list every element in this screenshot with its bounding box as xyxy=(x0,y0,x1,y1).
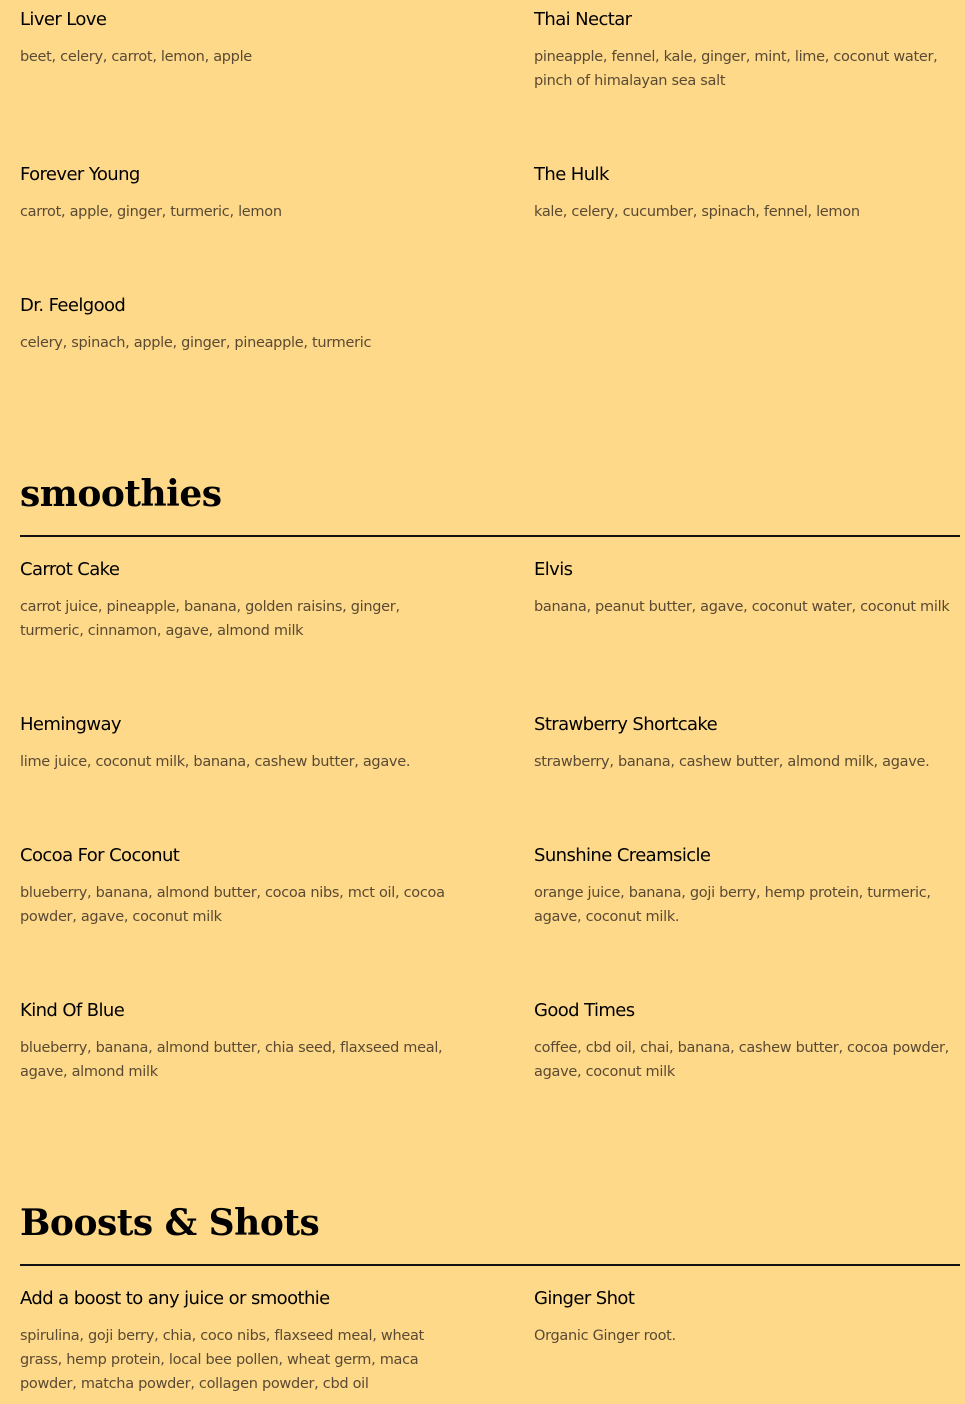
menu-item xyxy=(20,559,445,643)
item-name: Liver Love xyxy=(20,9,107,30)
menu-item xyxy=(534,714,965,774)
item-name: Carrot Cake xyxy=(20,559,120,580)
item-name: Dr. Feelgood xyxy=(20,295,126,316)
item-ingredients: banana, peanut butter, agave, coconut water, coconut milk xyxy=(534,599,950,615)
item-name: Kind Of Blue xyxy=(20,1000,125,1021)
menu-item xyxy=(534,1000,965,1084)
menu-item xyxy=(20,1288,445,1396)
section-title-boosts-shots: Boosts & Shots xyxy=(20,1202,320,1244)
menu-item xyxy=(20,1000,445,1084)
item-ingredients: orange juice, banana, goji berry, hemp protein, turmeric, agave, coconut milk. xyxy=(534,885,931,925)
menu-item xyxy=(20,9,445,69)
item-ingredients: lime juice, coconut milk, banana, cashew butter, agave. xyxy=(20,754,411,770)
item-ingredients: blueberry, banana, almond butter, cocoa nibs, mct oil, cocoa powder, agave, coconut milk xyxy=(20,885,445,925)
menu-item xyxy=(534,559,965,619)
menu-item xyxy=(20,295,445,355)
item-ingredients: beet, celery, carrot, lemon, apple xyxy=(20,49,252,65)
item-ingredients: Organic Ginger root. xyxy=(534,1328,676,1344)
menu-item xyxy=(20,714,445,774)
item-name: Add a boost to any juice or smoothie xyxy=(20,1288,330,1309)
item-name: Strawberry Shortcake xyxy=(534,714,718,735)
item-ingredients: kale, celery, cucumber, spinach, fennel, lemon xyxy=(534,204,860,220)
item-name: Elvis xyxy=(534,559,573,580)
section-divider xyxy=(20,535,960,537)
item-ingredients: blueberry, banana, almond butter, chia seed, flaxseed meal, agave, almond milk xyxy=(20,1040,443,1080)
section-title-smoothies: smoothies xyxy=(20,473,222,515)
menu-item xyxy=(534,1288,965,1348)
section-divider xyxy=(20,1264,960,1266)
item-name: The Hulk xyxy=(534,164,609,185)
item-name: Sunshine Creamsicle xyxy=(534,845,711,866)
item-ingredients: strawberry, banana, cashew butter, almond milk, agave. xyxy=(534,754,930,770)
menu-item xyxy=(534,9,965,93)
item-ingredients: coffee, cbd oil, chai, banana, cashew butter, cocoa powder, agave, coconut milk xyxy=(534,1040,949,1080)
item-name: Ginger Shot xyxy=(534,1288,635,1309)
item-ingredients: carrot, apple, ginger, turmeric, lemon xyxy=(20,204,282,220)
menu-item xyxy=(20,164,445,224)
menu-item xyxy=(20,845,445,929)
item-ingredients: pineapple, fennel, kale, ginger, mint, lime, coconut water, pinch of himalayan sea salt xyxy=(534,49,938,89)
item-name: Thai Nectar xyxy=(534,9,632,30)
item-name: Hemingway xyxy=(20,714,121,735)
menu-item xyxy=(534,164,965,224)
item-name: Cocoa For Coconut xyxy=(20,845,180,866)
item-ingredients: carrot juice, pineapple, banana, golden raisins, ginger, turmeric, cinnamon, agave, almond milk xyxy=(20,599,400,639)
item-name: Good Times xyxy=(534,1000,635,1021)
item-ingredients: celery, spinach, apple, ginger, pineapple, turmeric xyxy=(20,335,372,351)
menu-item xyxy=(534,845,965,929)
item-ingredients: spirulina, goji berry, chia, coco nibs, flaxseed meal, wheat grass, hemp protein, local bee pollen, wheat germ, maca powder, matcha powder, collagen powder, cbd oil xyxy=(20,1328,424,1392)
item-name: Forever Young xyxy=(20,164,140,185)
